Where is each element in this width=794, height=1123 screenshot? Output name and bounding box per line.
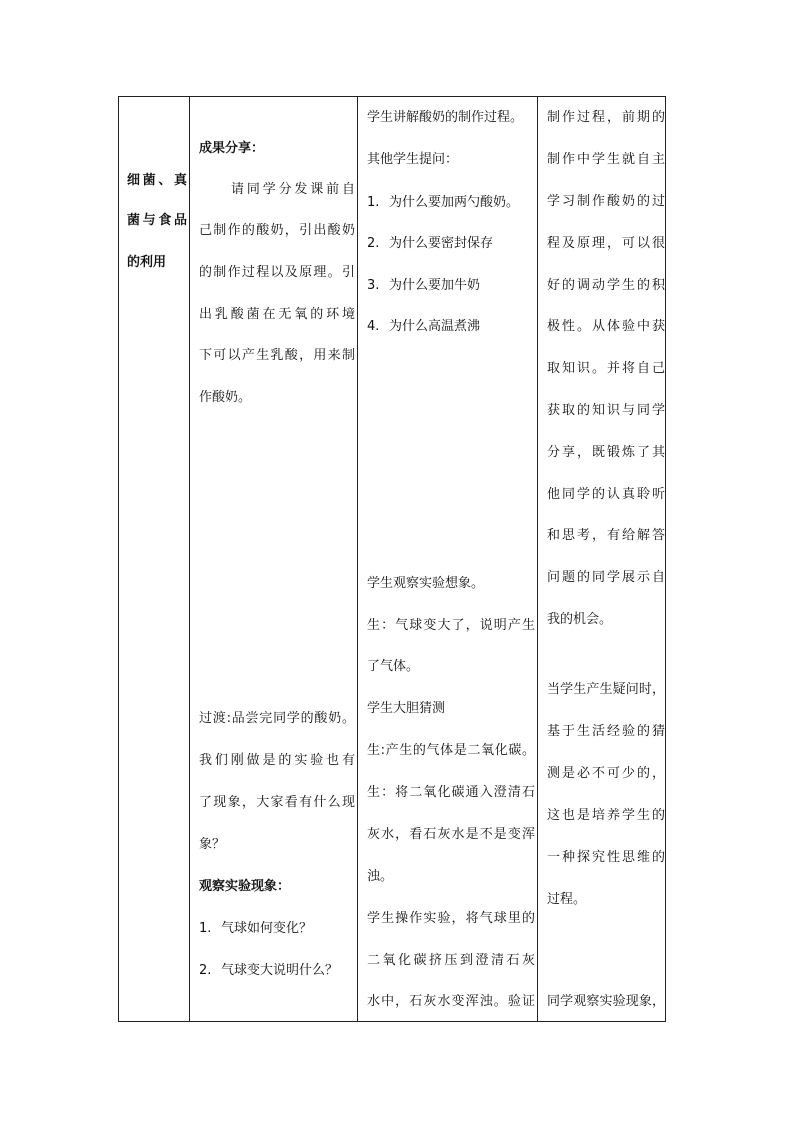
paragraph-line: 好的调动学生的积 <box>547 278 665 293</box>
paragraph-line: 制作中学生就自主 <box>547 152 665 167</box>
list-text: 为什么要密封保存 <box>389 236 494 251</box>
lesson-plan-table <box>118 96 666 1022</box>
paragraph-line: 二氧化碳挤压到澄清石灰 <box>367 953 535 968</box>
paragraph-line: 基于生活经验的猜 <box>547 724 665 739</box>
paragraph-line: 分享，既锻炼了其 <box>547 445 665 460</box>
paragraph-line: 出乳酸菌在无氧的环境 <box>199 307 355 322</box>
paragraph-line: 制作过程，前期的 <box>547 110 665 125</box>
paragraph-line: 他同学的认真聆听 <box>547 487 665 502</box>
paragraph-line: 学生观察实验想象。 <box>367 576 485 591</box>
column-divider <box>357 97 358 1021</box>
paragraph-line: 学生大胆猜测 <box>367 701 446 716</box>
topic-column <box>119 97 189 1021</box>
paragraph-line: 了气体。 <box>367 659 420 674</box>
list-item <box>367 194 535 212</box>
paragraph-line: 的制作过程以及原理。引 <box>199 265 355 280</box>
design-intent-column <box>539 97 667 1021</box>
paragraph-line: 请同学分发课前自 <box>231 182 355 197</box>
paragraph-line: 当学生产生疑问时， <box>547 682 665 697</box>
paragraph-line: 过渡:品尝完同学的酸奶。 <box>199 711 355 726</box>
list-text: 为什么高温煮沸 <box>389 319 481 334</box>
column-divider <box>189 97 190 1021</box>
list-text: 气球如何变化？ <box>221 921 313 936</box>
list-item <box>367 235 535 253</box>
paragraph-line: 学生讲解酸奶的制作过程。 <box>367 110 524 125</box>
topic-line: 细菌、真 <box>127 173 187 188</box>
paragraph-line: 这也是培养学生的 <box>547 808 665 823</box>
paragraph-line: 了现象，大家看有什么现 <box>199 795 355 810</box>
paragraph-line: 浊。 <box>367 869 394 884</box>
list-number: 4. <box>367 319 380 334</box>
list-item <box>199 962 355 980</box>
list-number: 1. <box>367 195 380 210</box>
paragraph-line: 极性。从体验中获 <box>547 319 665 334</box>
list-item <box>367 318 535 336</box>
paragraph-line: 学生操作实验，将气球里的 <box>367 911 535 926</box>
paragraph-line: 其他学生提问： <box>367 152 459 167</box>
list-text: 气球变大说明什么？ <box>221 963 339 978</box>
section-heading: 成果分享： <box>199 141 265 156</box>
student-activity-column <box>359 97 537 1021</box>
paragraph-line: 象？ <box>199 837 226 852</box>
list-number: 3. <box>367 278 380 293</box>
paragraph-line: 灰水，看石灰水是不是变浑 <box>367 827 535 842</box>
paragraph-line: 作酸奶。 <box>199 390 252 405</box>
teacher-activity-column <box>191 97 357 1021</box>
paragraph-line: 下可以产生乳酸，用来制 <box>199 348 355 363</box>
paragraph-line: 学习制作酸奶的过 <box>547 194 665 209</box>
list-item <box>199 920 355 938</box>
list-number: 1. <box>199 921 212 936</box>
paragraph-line: 问题的同学展示自 <box>547 570 665 585</box>
paragraph-line: 程及原理，可以很 <box>547 236 665 251</box>
paragraph-line: 己制作的酸奶，引出酸奶 <box>199 223 355 238</box>
paragraph-line: 我们刚做是的实验也有 <box>199 753 355 768</box>
paragraph-line: 一种探究性思维的 <box>547 850 665 865</box>
paragraph-line: 生：气球变大了，说明产生 <box>367 618 535 633</box>
list-number: 2. <box>199 963 212 978</box>
paragraph-line: 我的机会。 <box>547 612 613 627</box>
paragraph-line: 取知识。并将自己 <box>547 361 665 376</box>
topic-line: 菌与食品 <box>127 213 187 228</box>
list-item <box>367 277 535 295</box>
section-heading: 观察实验现象： <box>199 879 291 894</box>
column-divider <box>537 97 538 1021</box>
paragraph-line: 同学观察实验现象， <box>547 994 665 1009</box>
paragraph-line: 水中，石灰水变浑浊。验证 <box>367 994 535 1009</box>
paragraph-line: 过程。 <box>547 892 587 907</box>
list-text: 为什么要加牛奶 <box>389 278 481 293</box>
paragraph-line: 生：将二氧化碳通入澄清石 <box>367 785 535 800</box>
list-number: 2. <box>367 236 380 251</box>
paragraph-line: 和思考，有给解答 <box>547 528 665 543</box>
paragraph-line: 测是必不可少的， <box>547 766 665 781</box>
paragraph-line: 获取的知识与同学 <box>547 403 665 418</box>
paragraph-line: 生:产生的气体是二氧化碳。 <box>367 743 535 758</box>
list-text: 为什么要加两勺酸奶。 <box>389 195 520 210</box>
topic-line: 的利用 <box>127 255 167 270</box>
